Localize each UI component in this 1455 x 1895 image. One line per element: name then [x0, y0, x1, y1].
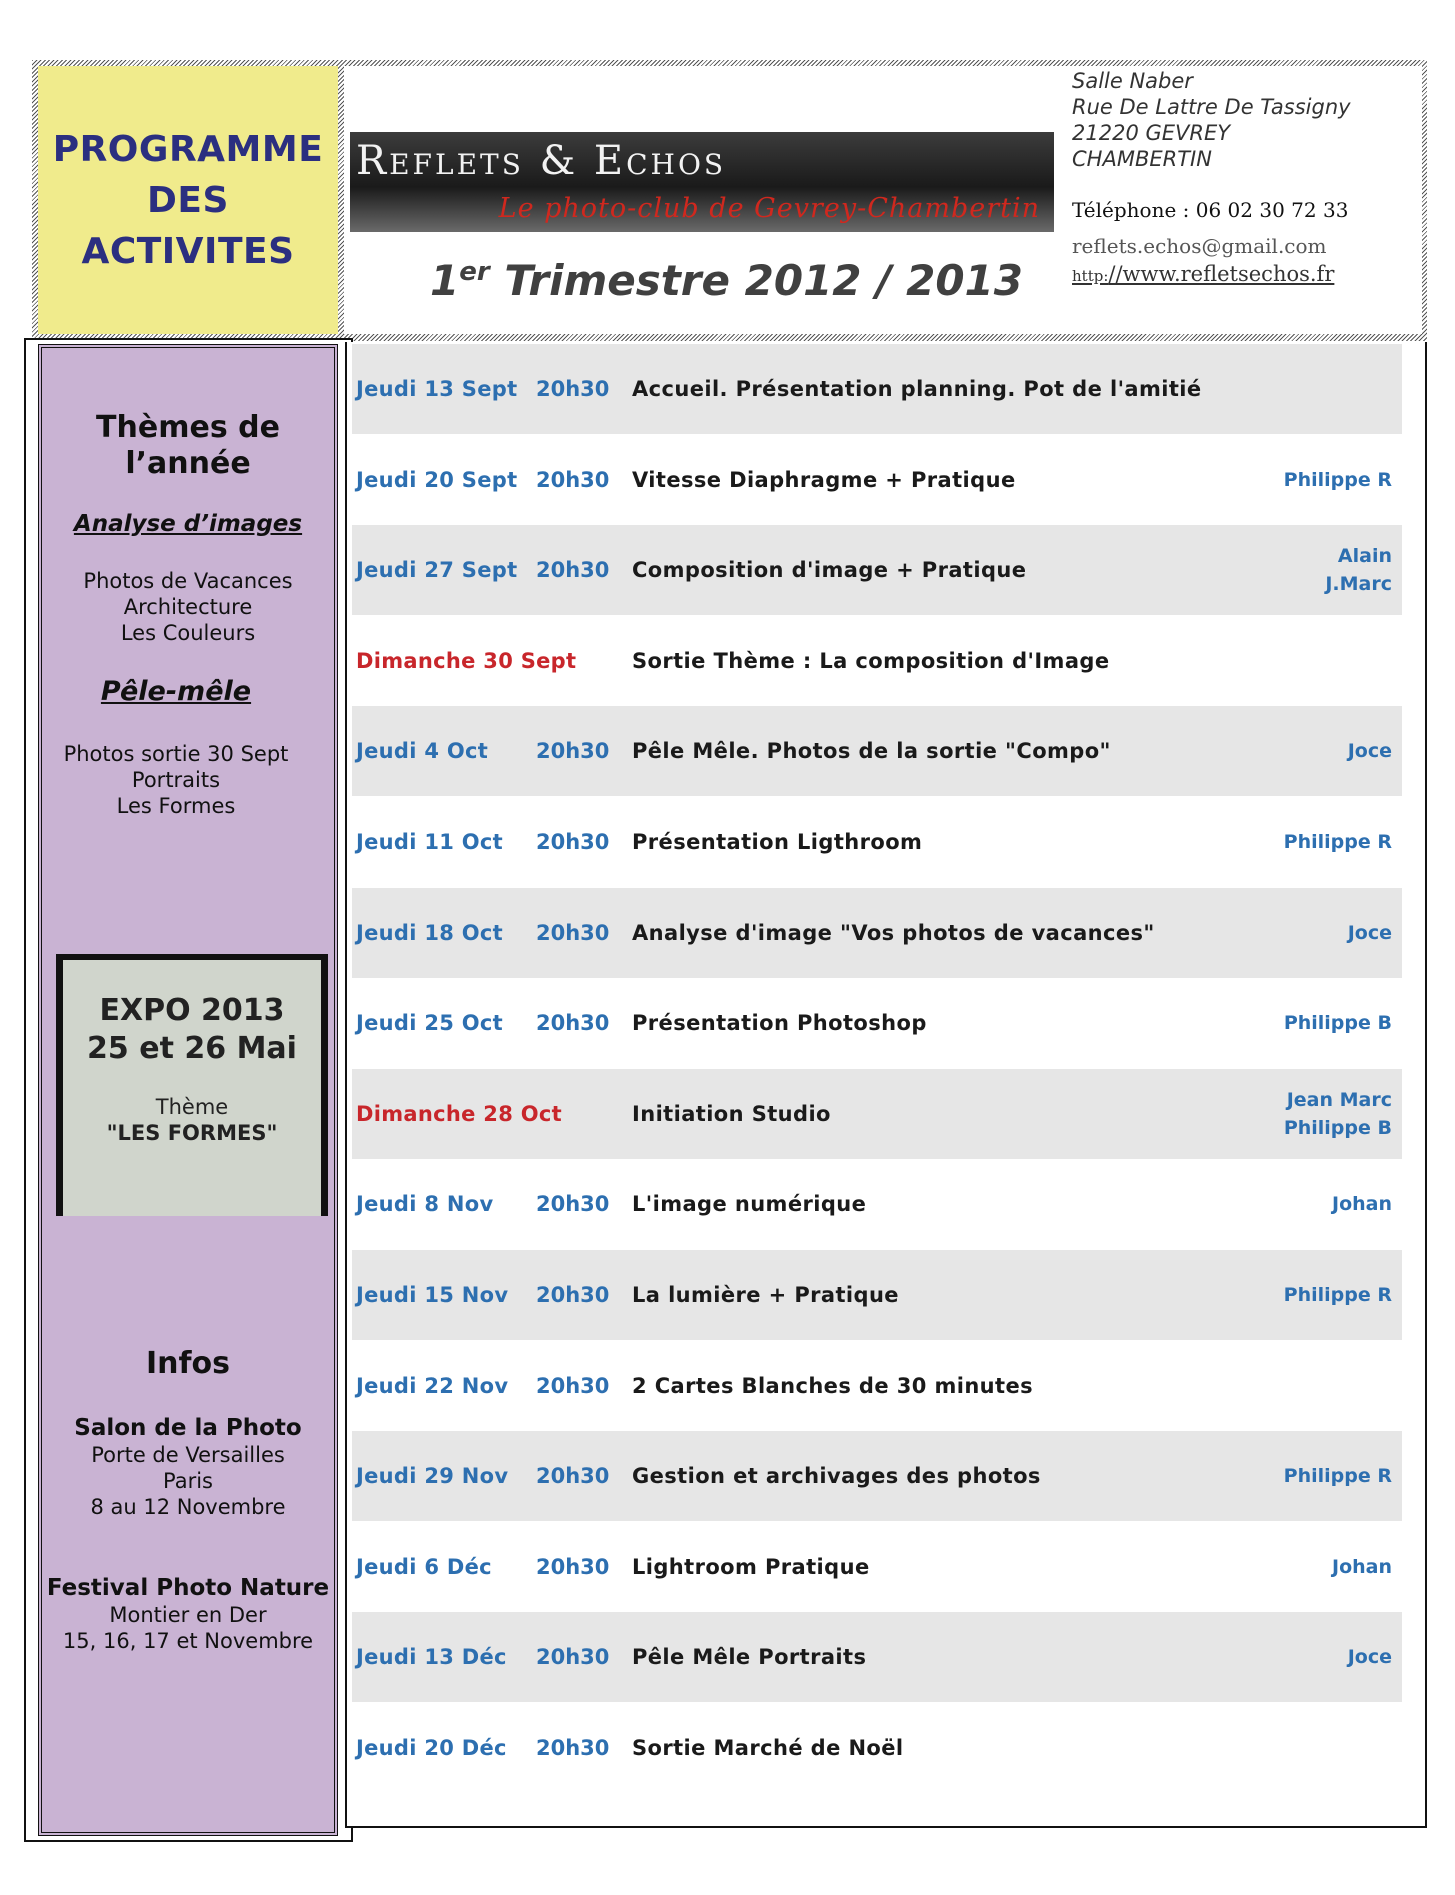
- website-link[interactable]: [1072, 262, 1334, 286]
- presenter-name: Joce: [1347, 922, 1392, 944]
- festival-line: 15, 16, 17 et Novembre: [62, 1629, 314, 1653]
- festival-info: [42, 1574, 334, 1654]
- salon-line: Porte de Versailles: [91, 1443, 285, 1467]
- trimestre-number: 1: [430, 256, 460, 305]
- address-line: Salle Naber: [1072, 69, 1193, 93]
- row-date: Dimanche 30 Sept: [356, 649, 577, 673]
- trimestre-title: [430, 256, 1023, 305]
- programme-line: ACTIVITES: [81, 230, 295, 272]
- presenter-name: Philippe R: [1283, 831, 1392, 853]
- schedule-row: [352, 525, 1402, 615]
- row-activity: Lightroom Pratique: [632, 1555, 870, 1579]
- schedule-row: [352, 1431, 1402, 1521]
- row-presenter: [1284, 435, 1392, 525]
- themes-title-line: l’année: [125, 446, 251, 481]
- row-date: Jeudi 6 Déc: [356, 1555, 492, 1579]
- row-date: Jeudi 8 Nov: [356, 1192, 494, 1216]
- presenter-name: Johan: [1332, 1556, 1392, 1578]
- website-url: //www.refletsechos.fr: [1108, 262, 1335, 286]
- row-presenter: [1348, 1612, 1392, 1702]
- row-presenter: [1348, 706, 1392, 796]
- row-date: Jeudi 25 Oct: [356, 1011, 504, 1035]
- list-item: Photos de Vacances: [83, 569, 293, 593]
- row-time: 20h30: [536, 1283, 610, 1307]
- row-presenter: [1332, 1522, 1392, 1612]
- row-activity: Pêle Mêle Portraits: [632, 1645, 867, 1669]
- presenter-name: J.Marc: [1325, 573, 1392, 595]
- header-main: [344, 66, 1422, 334]
- list-item: Les Couleurs: [120, 621, 256, 645]
- presenter-name: Philippe R: [1283, 469, 1392, 491]
- row-time: 20h30: [536, 1464, 610, 1488]
- presenter-name: Johan: [1332, 1193, 1392, 1215]
- schedule-row: [352, 435, 1402, 525]
- expo-title-line: EXPO 2013: [99, 993, 285, 1028]
- schedule-row: [352, 616, 1402, 706]
- row-activity: Sortie Marché de Noël: [632, 1736, 904, 1760]
- row-time: 20h30: [536, 1645, 610, 1669]
- row-presenter: [1284, 978, 1392, 1068]
- presenter-name: Philippe R: [1283, 1465, 1392, 1487]
- address: [1072, 68, 1351, 172]
- themes-title: [42, 410, 334, 482]
- row-date: Jeudi 27 Sept: [356, 558, 518, 582]
- row-date: Jeudi 20 Sept: [356, 468, 518, 492]
- row-time: 20h30: [536, 921, 610, 945]
- schedule-row: [352, 1612, 1402, 1702]
- presenter-name: Philippe B: [1283, 1117, 1392, 1139]
- analyse-title: Analyse d’images: [73, 511, 303, 537]
- expo-theme-value: "LES FORMES": [106, 1121, 278, 1145]
- schedule-row: [352, 1703, 1402, 1793]
- schedule-row: [352, 1341, 1402, 1431]
- list-item: Portraits: [131, 768, 221, 792]
- row-date: Jeudi 18 Oct: [356, 921, 504, 945]
- row-time: 20h30: [536, 1011, 610, 1035]
- trimestre-text: Trimestre 2012 / 2013: [489, 256, 1023, 305]
- row-date: Jeudi 22 Nov: [356, 1374, 509, 1398]
- row-activity: Gestion et archivages des photos: [632, 1464, 1041, 1488]
- row-presenter: [1348, 888, 1392, 978]
- expo-theme-label: Thème: [155, 1095, 229, 1119]
- trimestre-sup: er: [459, 257, 490, 287]
- row-presenter: [1284, 1431, 1392, 1521]
- row-activity: Sortie Thème : La composition d'Image: [632, 649, 1110, 673]
- presenter-name: Philippe R: [1283, 1284, 1392, 1306]
- row-time: 20h30: [536, 1555, 610, 1579]
- row-time: 20h30: [536, 830, 610, 854]
- schedule-row: [352, 1250, 1402, 1340]
- expo-box: [56, 954, 328, 1216]
- row-time: 20h30: [536, 1736, 610, 1760]
- row-date: Jeudi 4 Oct: [356, 739, 489, 763]
- row-activity: Accueil. Présentation planning. Pot de l'amitié: [632, 377, 1202, 401]
- infos-title: Infos: [145, 1346, 231, 1381]
- schedule-row: [352, 1522, 1402, 1612]
- row-time: 20h30: [536, 468, 610, 492]
- list-item: Photos sortie 30 Sept: [63, 742, 289, 766]
- row-date: Jeudi 13 Sept: [356, 377, 518, 401]
- sidebar: [38, 344, 338, 1836]
- presenter-name: Joce: [1347, 740, 1392, 762]
- email-link[interactable]: reflets.echos@gmail.com: [1072, 234, 1327, 258]
- row-presenter: [1284, 797, 1392, 887]
- salon-title: Salon de la Photo: [74, 1415, 302, 1441]
- phone: Téléphone : 06 02 30 72 33: [1072, 198, 1349, 222]
- programme-box: [38, 66, 338, 334]
- club-logo: [350, 132, 1054, 232]
- row-activity: La lumière + Pratique: [632, 1283, 899, 1307]
- row-date: Jeudi 11 Oct: [356, 830, 504, 854]
- schedule-row: [352, 706, 1402, 796]
- logo-subtitle: Le photo-club de Gevrey-Chambertin: [498, 193, 1040, 224]
- row-presenter: [1284, 1250, 1392, 1340]
- row-activity: L'image numérique: [632, 1192, 867, 1216]
- row-date: Dimanche 28 Oct: [356, 1102, 562, 1126]
- logo-title: Reflets & Echos: [356, 138, 727, 184]
- row-presenter: [1332, 1159, 1392, 1249]
- schedule-row: [352, 978, 1402, 1068]
- row-time: 20h30: [536, 377, 610, 401]
- row-activity: Analyse d'image "Vos photos de vacances": [632, 921, 1155, 945]
- website-prefix: http:: [1072, 267, 1109, 285]
- presenter-name: Philippe B: [1283, 1012, 1392, 1034]
- themes-title-line: Thèmes de: [96, 410, 280, 445]
- schedule-row: [352, 797, 1402, 887]
- salon-line: 8 au 12 Novembre: [90, 1495, 286, 1519]
- expo-title: [63, 992, 321, 1068]
- presenter-name: Joce: [1347, 1646, 1392, 1668]
- row-activity: Pêle Mêle. Photos de la sortie "Compo": [632, 739, 1111, 763]
- programme-line: DES: [147, 179, 229, 221]
- row-time: 20h30: [536, 1374, 610, 1398]
- festival-title: Festival Photo Nature: [46, 1575, 330, 1601]
- row-date: Jeudi 20 Déc: [356, 1736, 507, 1760]
- salon-info: [42, 1414, 334, 1520]
- row-time: 20h30: [536, 739, 610, 763]
- schedule-row: [352, 1159, 1402, 1249]
- schedule-row: [352, 888, 1402, 978]
- expo-title-line: 25 et 26 Mai: [87, 1031, 297, 1066]
- presenter-name: Jean Marc: [1286, 1089, 1392, 1111]
- row-time: 20h30: [536, 1192, 610, 1216]
- row-activity: 2 Cartes Blanches de 30 minutes: [632, 1374, 1034, 1398]
- salon-line: Paris: [163, 1469, 213, 1493]
- schedule-row: [352, 1069, 1402, 1159]
- row-time: 20h30: [536, 558, 610, 582]
- address-line: 21220 GEVREY: [1072, 121, 1231, 145]
- programme-line: PROGRAMME: [52, 128, 324, 170]
- row-date: Jeudi 29 Nov: [356, 1464, 509, 1488]
- pelemele-title: Pêle-mêle: [100, 676, 252, 707]
- row-activity: Vitesse Diaphragme + Pratique: [632, 468, 1016, 492]
- row-activity: Présentation Photoshop: [632, 1011, 927, 1035]
- row-activity: Composition d'image + Pratique: [632, 558, 1027, 582]
- row-activity: Présentation Ligthroom: [632, 830, 923, 854]
- address-line: CHAMBERTIN: [1072, 147, 1212, 171]
- list-item: Les Formes: [116, 794, 236, 818]
- festival-line: Montier en Der: [109, 1603, 267, 1627]
- presenter-name: Alain: [1337, 545, 1392, 567]
- row-presenter: [1325, 525, 1392, 615]
- row-presenter: [1284, 1069, 1392, 1159]
- address-line: Rue De Lattre De Tassigny: [1072, 95, 1351, 119]
- row-date: Jeudi 15 Nov: [356, 1283, 509, 1307]
- schedule-row: [352, 344, 1402, 434]
- row-activity: Initiation Studio: [632, 1102, 831, 1126]
- list-item: Architecture: [123, 595, 253, 619]
- row-date: Jeudi 13 Déc: [356, 1645, 507, 1669]
- analyse-list: [42, 568, 334, 646]
- pelemele-list: [30, 741, 322, 819]
